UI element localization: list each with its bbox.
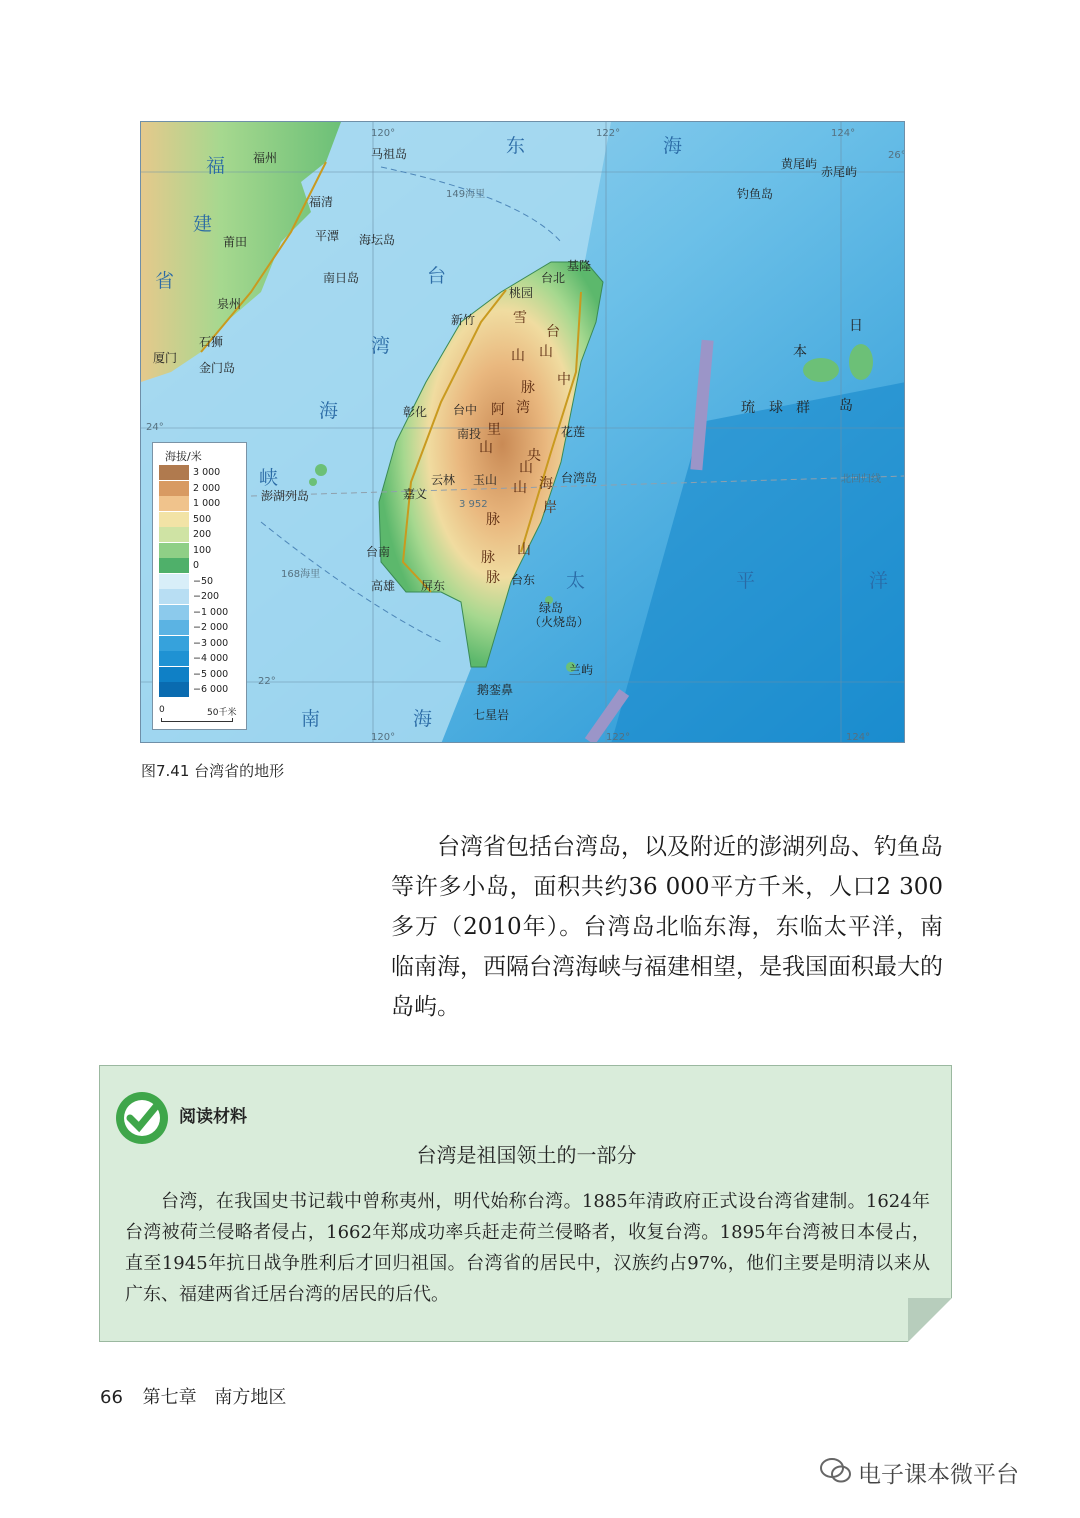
place-label: 兰屿 — [569, 663, 594, 677]
legend-swatch — [159, 512, 189, 527]
legend-swatch — [159, 682, 189, 697]
legend-value: −3 000 — [193, 637, 229, 649]
place-label: 台中 — [453, 403, 478, 417]
place-label: 赤尾屿 — [821, 165, 858, 179]
sea-label: 海 — [319, 400, 339, 422]
legend-swatch — [159, 527, 189, 542]
scale-distance-label: 50千米 — [207, 708, 237, 718]
legend-value: −5 000 — [193, 668, 229, 680]
place-label: 南投 — [457, 427, 482, 441]
legend-swatch — [159, 620, 189, 635]
elevation-legend — [152, 442, 247, 730]
mountain-label: 山 — [511, 348, 525, 364]
tropic-label: 北回归线 — [841, 474, 881, 485]
legend-row — [159, 496, 245, 511]
place-label: （火烧岛） — [529, 615, 590, 629]
place-label: 桃园 — [509, 286, 534, 300]
place-label: 鹅銮鼻 — [477, 683, 514, 697]
reading-label: 阅读材料 — [179, 1107, 247, 1127]
degree-label: 26° — [888, 150, 906, 161]
scale-bar-line — [161, 718, 233, 722]
legend-value: 1 000 — [193, 498, 221, 509]
place-label: 屏东 — [421, 579, 446, 593]
section-label: 南方地区 — [214, 1387, 287, 1408]
legend-row — [159, 481, 245, 496]
mountain-label: 脉 — [481, 550, 495, 566]
chapter-label: 第七章 — [142, 1387, 197, 1408]
place-label: 七星岩 — [473, 708, 510, 722]
mountain-label: 山 — [513, 480, 527, 496]
watermark-text: 电子课本微平台 — [858, 1462, 1019, 1488]
legend-swatch — [159, 589, 189, 604]
legend-swatch — [159, 496, 189, 511]
legend-row — [159, 465, 245, 480]
legend-swatch — [159, 651, 189, 666]
mountain-label: 山 — [517, 542, 531, 558]
reading-title: 台湾是祖国领土的一部分 — [416, 1143, 637, 1167]
legend-row — [159, 620, 245, 635]
place-label: 台东 — [511, 573, 536, 587]
place-label: 莆田 — [223, 235, 248, 249]
penghu-island — [309, 478, 317, 486]
mountain-label: 里 — [487, 422, 501, 438]
legend-value: 0 — [193, 560, 200, 571]
taiwan-terrain-map — [140, 121, 905, 743]
mountain-label: 台 — [546, 324, 560, 340]
mountain-label: 海 — [539, 476, 553, 492]
page-footer — [100, 1383, 286, 1409]
sea-label: 湾 — [371, 335, 391, 357]
map-canvas — [141, 122, 905, 743]
sea-label: 台 — [427, 265, 447, 287]
place-label: 厦门 — [153, 351, 178, 365]
legend-row — [159, 558, 245, 573]
reading-check-icon — [114, 1090, 170, 1146]
legend-row — [159, 512, 245, 527]
legend-value: 200 — [193, 529, 212, 540]
place-label: 钓鱼岛 — [737, 187, 774, 201]
wechat-icon — [820, 1457, 852, 1485]
mountain-label: 阿 — [491, 402, 505, 418]
legend-swatch — [159, 667, 189, 682]
sea-label: 海 — [663, 135, 683, 157]
sea-label: 海 — [413, 708, 433, 730]
main-paragraph: 台湾省包括台湾岛，以及附近的澎湖列岛、钓鱼岛等许多小岛，面积共约36 000平方千米，人口2 300多万（2010年）。台湾岛北临东海，东临太平洋，南临南海，西隔台湾海峡与福建相望，是我国面积最大的岛屿。 — [391, 834, 943, 1020]
japan-label: 群 — [796, 400, 810, 416]
sea-label: 南 — [301, 708, 321, 730]
sea-label: 峡 — [259, 467, 279, 489]
province-label: 福 — [206, 155, 226, 177]
page-number: 66 — [100, 1387, 123, 1408]
place-label: 彰化 — [403, 405, 428, 419]
place-label: 福州 — [253, 151, 278, 165]
mountain-label: 山 — [479, 440, 493, 456]
degree-label: 120° — [371, 732, 396, 743]
legend-value: −4 000 — [193, 653, 229, 664]
reading-material-box — [99, 1065, 952, 1342]
legend-value: 100 — [193, 544, 212, 556]
legend-swatch — [159, 636, 189, 651]
figure-caption: 图7.41 台湾省的地形 — [141, 762, 285, 780]
place-label: 嘉义 — [403, 487, 428, 501]
place-label: 绿岛 — [539, 601, 564, 615]
mountain-label: 雪 — [513, 310, 527, 326]
legend-value: −2 000 — [193, 622, 229, 633]
mountain-label: 岸 — [543, 500, 557, 516]
degree-label: 122° — [606, 732, 631, 743]
sea-label: 洋 — [869, 570, 889, 592]
legend-row — [159, 589, 245, 604]
place-label: 高雄 — [371, 579, 396, 593]
japan-label: 日 — [849, 318, 863, 334]
legend-value: −200 — [193, 591, 220, 602]
place-label: 玉山 — [473, 473, 498, 487]
summit-height: 3 952 — [459, 499, 488, 510]
japan-label: 球 — [769, 400, 783, 416]
legend-swatch — [159, 558, 189, 573]
page-fold-corner — [908, 1298, 952, 1342]
japan-label: 本 — [793, 344, 807, 360]
mountain-label: 脉 — [486, 570, 500, 586]
place-label: 南日岛 — [323, 271, 360, 285]
place-label: 基隆 — [567, 259, 592, 273]
place-label: 新竹 — [451, 313, 476, 327]
mountain-label: 央 — [527, 448, 541, 464]
place-label: 台南 — [366, 545, 391, 559]
legend-swatch — [159, 574, 189, 589]
place-label: 马祖岛 — [371, 147, 408, 161]
degree-label: 122° — [596, 128, 621, 139]
place-label: 台北 — [541, 271, 566, 285]
degree-label: 22° — [258, 676, 276, 687]
place-label: 福清 — [309, 195, 334, 209]
degree-label: 124° — [831, 128, 856, 139]
sea-label: 平 — [736, 570, 756, 592]
place-label: 海坛岛 — [359, 233, 396, 247]
legend-value: −6 000 — [193, 684, 229, 695]
japan-label: 岛 — [839, 398, 853, 414]
legend-row — [159, 682, 245, 697]
reading-body: 台湾，在我国史书记载中曾称夷州，明代始称台湾。1885年清政府正式设台湾省建制。1624年台湾被荷兰侵略者侵占，1662年郑成功率兵赶走荷兰侵略者，收复台湾。1895年台湾被日本侵占，直至1945年抗日战争胜利后才回归祖国。台湾省的居民中，汉族约占97%，他们主要是明清以来从广东、福建两省迁居台湾的居民的后代。 — [125, 1191, 930, 1305]
legend-value: 2 000 — [193, 482, 221, 494]
legend-title: 海拔/米 — [165, 450, 202, 463]
legend-row — [159, 667, 245, 682]
legend-value: −50 — [193, 575, 214, 587]
place-label: 澎湖列岛 — [261, 489, 310, 503]
legend-row — [159, 527, 245, 542]
degree-label: 120° — [371, 128, 396, 139]
ryukyu-island — [803, 358, 839, 382]
mountain-label: 山 — [519, 460, 533, 476]
legend-row — [159, 543, 245, 558]
place-label: 石狮 — [199, 335, 224, 349]
mountain-label: 脉 — [521, 380, 535, 396]
penghu-island — [315, 464, 327, 476]
degree-label: 24° — [146, 422, 164, 433]
legend-value: 500 — [193, 513, 212, 525]
place-label: 平潭 — [315, 229, 340, 243]
boundary-label: 168海里 — [281, 569, 321, 580]
place-label: 花莲 — [561, 425, 586, 439]
mountain-label: 山 — [539, 344, 553, 360]
ryukyu-island — [849, 344, 873, 380]
mountain-label: 脉 — [486, 512, 500, 528]
legend-value: −1 000 — [193, 606, 229, 618]
mountain-label: 湾 — [516, 400, 530, 416]
sea-label: 太 — [566, 570, 586, 592]
place-label: 云林 — [431, 473, 456, 487]
mountain-label: 中 — [557, 372, 571, 388]
place-label: 金门岛 — [199, 361, 236, 375]
japan-label: 琉 — [741, 400, 755, 416]
place-label: 泉州 — [217, 297, 242, 311]
legend-swatch — [159, 543, 189, 558]
degree-label: 124° — [846, 732, 871, 743]
legend-value: 3 000 — [193, 467, 221, 478]
boundary-label: 149海里 — [446, 189, 486, 200]
legend-row — [159, 574, 245, 589]
province-label: 建 — [193, 213, 213, 235]
place-label: 台湾岛 — [561, 471, 598, 485]
legend-swatch — [159, 465, 189, 480]
legend-swatch — [159, 481, 189, 496]
scale-zero-label: 0 — [159, 705, 165, 715]
legend-row — [159, 605, 245, 620]
legend-row — [159, 636, 245, 651]
place-label: 黄尾屿 — [781, 157, 818, 171]
scale-bar — [159, 705, 241, 725]
legend-row — [159, 651, 245, 666]
sea-label: 东 — [506, 135, 526, 157]
legend-swatch — [159, 605, 189, 620]
province-label: 省 — [155, 270, 175, 292]
